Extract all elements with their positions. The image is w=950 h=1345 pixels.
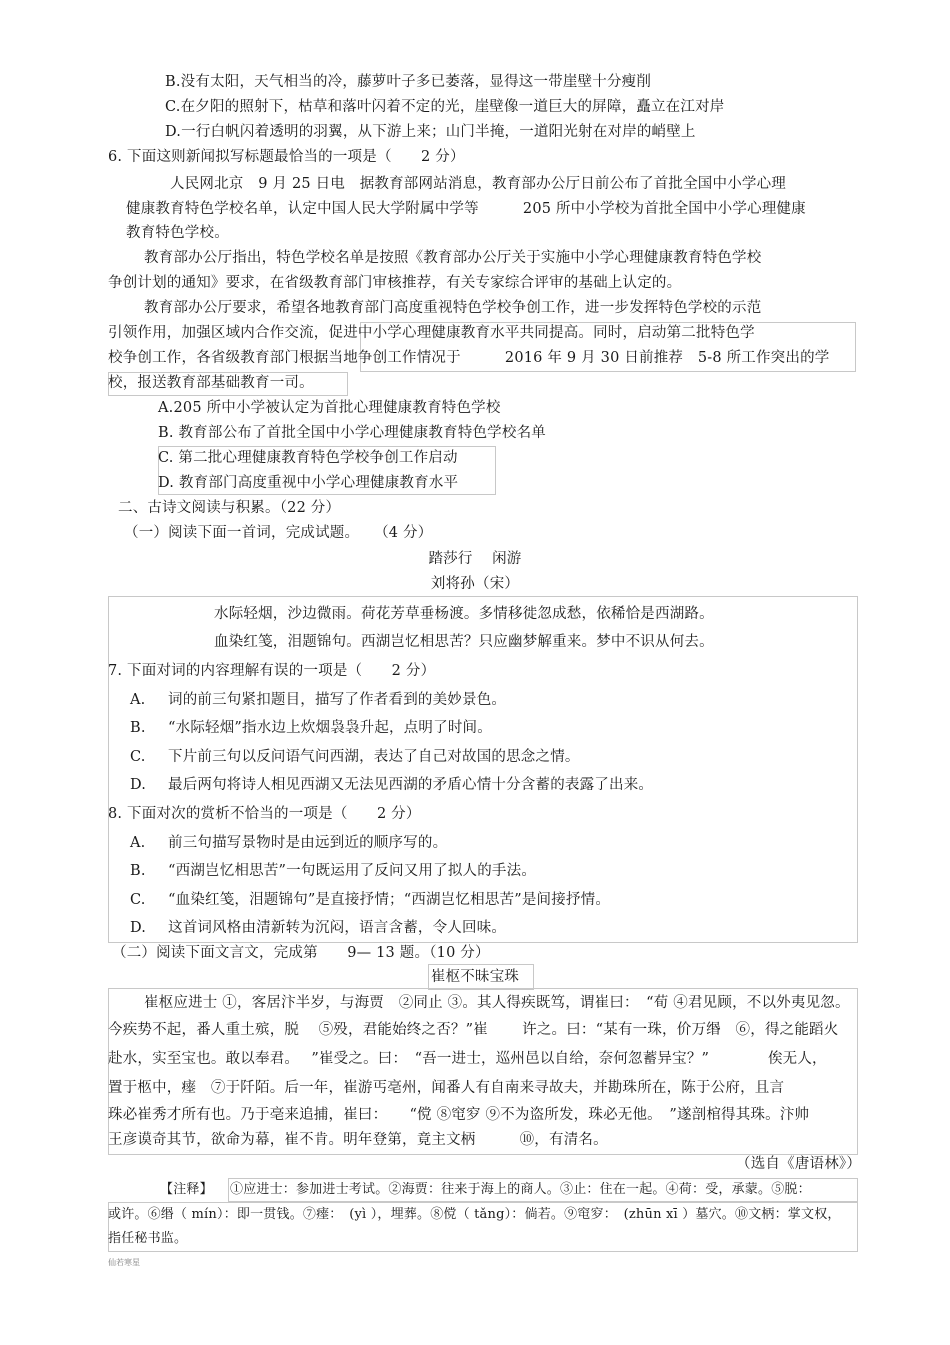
subsection-heading: （二）阅读下面文言文，完成第 9— 13 题。（10 分）	[112, 945, 490, 961]
q8-stem: 8. 下面对次的赏析不恰当的一项是（ 2 分）	[108, 806, 421, 822]
q7-option-text: 下片前三句以反问语气问西湖，表达了自己对故国的思念之情。	[168, 749, 580, 765]
passage-line: 赴水，实至宝也。敢以奉君。 ”崔受之。曰： “吾一进士，巡州邑以自给，奈何忽蓄异宝？” 俟无人，	[108, 1051, 827, 1067]
news-line: 教育部办公厅要求，希望各地教育部门高度重视特色学校争创工作，进一步发挥特色学校的示范	[144, 300, 762, 316]
news-line: 教育特色学校。	[126, 225, 229, 241]
notes-line: 指任秘书监。	[108, 1231, 188, 1246]
q7-option-text: 词的前三句紧扣题目，描写了作者看到的美妙景色。	[168, 692, 507, 708]
notes-label: 【注释】	[160, 1182, 213, 1197]
news-line: 校争创工作，各省级教育部门根据当地争创工作情况于 2016 年 9 月 30 日前推荐 5-8 所工作突出的学	[108, 350, 830, 366]
q6-option-d: D. 教育部门高度重视中小学心理健康教育水平	[158, 475, 459, 491]
subsection-heading: （一）阅读下面一首词，完成试题。 （4 分）	[124, 525, 433, 541]
footer-stamp: 仙若寒星	[108, 1258, 140, 1267]
q7-option-text: 最后两句将诗人相见西湖又无法见西湖的矛盾心情十分含蓄的表露了出来。	[168, 777, 654, 793]
q8-option-label: C.	[130, 892, 146, 908]
q5-option-d: D.一行白帆闪着透明的羽翼，从下游上来；山门半掩，一道阳光射在对岸的峭壁上	[165, 124, 696, 140]
poem-line: 水际轻烟，沙边微雨。荷花芳草垂杨渡。多情移徙忽成愁，依稀恰是西湖路。	[214, 606, 714, 622]
q5-option-c: C.在夕阳的照射下，枯草和落叶闪着不定的光，崖壁像一道巨大的屏障，矗立在江对岸	[165, 99, 725, 115]
poem-line: 血染红笺，泪题锦句。西湖岂忆相思苦？只应幽梦解重来。梦中不识从何去。	[214, 634, 714, 650]
poem-title: 踏莎行 闲游	[428, 551, 522, 567]
q6-option-c: C. 第二批心理健康教育特色学校争创工作启动	[158, 450, 458, 466]
passage-source: （选自《唐语林》）	[736, 1156, 862, 1172]
q5-option-b: B.没有太阳，天气相当的冷，藤萝叶子多已萎落，显得这一带崖壁十分瘦削	[165, 74, 652, 90]
q8-option-text: 前三句描写景物时是由远到近的顺序写的。	[168, 835, 448, 851]
q8-option-text: 这首词风格由清新转为沉闷，语言含蓄，令人回味。	[168, 920, 507, 936]
poem-author: 刘将孙（宋）	[430, 576, 520, 592]
news-line: 引领作用，加强区域内合作交流，促进中小学心理健康教育水平共同提高。同时，启动第二批特色学	[108, 325, 755, 341]
q7-option-label: A.	[130, 692, 146, 708]
news-line: 教育部办公厅指出，特色学校名单是按照《教育部办公厅关于实施中小学心理健康教育特色学校	[144, 250, 762, 266]
notes-line: ①应进士：参加进士考试。②海贾：往来于海上的商人。③止：住在一起。④荷：受，承蒙。⑤脱：	[230, 1182, 811, 1197]
q6-stem: 6. 下面这则新闻拟写标题最恰当的一项是（ 2 分）	[108, 149, 465, 165]
passage-line: 置于柩中，瘗 ⑦于阡陌。后一年，崔游丐亳州，闻番人有自南来寻故夫，并勘珠所在，陈于公府，且言	[108, 1080, 785, 1096]
q6-option-a: A.205 所中小学被认定为首批心理健康教育特色学校	[158, 400, 501, 416]
q8-option-label: B.	[130, 863, 146, 879]
q7-option-label: D.	[130, 777, 147, 793]
news-line: 健康教育特色学校名单，认定中国人民大学附属中学等 205 所中小学校为首批全国中小学心理健康	[126, 201, 806, 217]
q8-option-text: “血染红笺，泪题锦句”是直接抒情；“西湖岂忆相思苦”是间接抒情。	[168, 892, 611, 908]
passage-line: 王彦谟奇其节，欲命为幕，崔不肯。明年登第，竟主文柄 ⑩，有清名。	[108, 1132, 608, 1148]
news-line: 人民网北京 9 月 25 日电 据教育部网站消息，教育部办公厅日前公布了首批全国中小学心理	[170, 176, 786, 192]
q7-stem: 7. 下面对词的内容理解有误的一项是（ 2 分）	[108, 663, 436, 679]
notes-line: 或许。⑥缗（ mín）：即一贯钱。⑦瘗： (yì ），埋葬。⑧傥（ tǎng）：倘若。⑨窀穸： (zhūn xī ）墓穴。⑩文柄：掌文权，	[108, 1207, 841, 1222]
passage-line: 今疾势不起，番人重土殡，脱 ⑤殁，君能始终之否？”崔 许之。曰：“某有一珠，价万缗 ⑥，得之能蹈火	[108, 1022, 839, 1038]
q8-option-text: “西湖岂忆相思苦”一句既运用了反问又用了拟人的手法。	[168, 863, 537, 879]
q7-option-label: B.	[130, 720, 146, 736]
passage-title: 崔枢不昧宝珠	[430, 969, 520, 985]
section-heading: 二、古诗文阅读与积累。（22 分）	[118, 500, 341, 516]
q7-option-text: “水际轻烟”指水边上炊烟袅袅升起，点明了时间。	[168, 720, 492, 736]
q8-option-label: D.	[130, 920, 147, 936]
q8-option-label: A.	[130, 835, 146, 851]
news-line: 校，报送教育部基础教育一司。	[108, 375, 314, 391]
q6-option-b: B. 教育部公布了首批全国中小学心理健康教育特色学校名单	[158, 425, 546, 441]
passage-line: 珠必崔秀才所有也。乃于亳来追捕，崔曰： “傥 ⑧窀穸 ⑨不为盗所发，珠必无他。 ”遂剖棺得其珠。汴帅	[108, 1107, 810, 1123]
passage-line: 崔枢应进士 ①，客居汴半岁，与海贾 ②同止 ③。其人得疾既笃，谓崔曰： “荀 ④君见顾，不以外夷见忽。	[144, 995, 850, 1011]
news-line: 争创计划的通知》要求，在省级教育部门审核推荐，有关专家综合评审的基础上认定的。	[108, 275, 682, 291]
q7-option-label: C.	[130, 749, 146, 765]
